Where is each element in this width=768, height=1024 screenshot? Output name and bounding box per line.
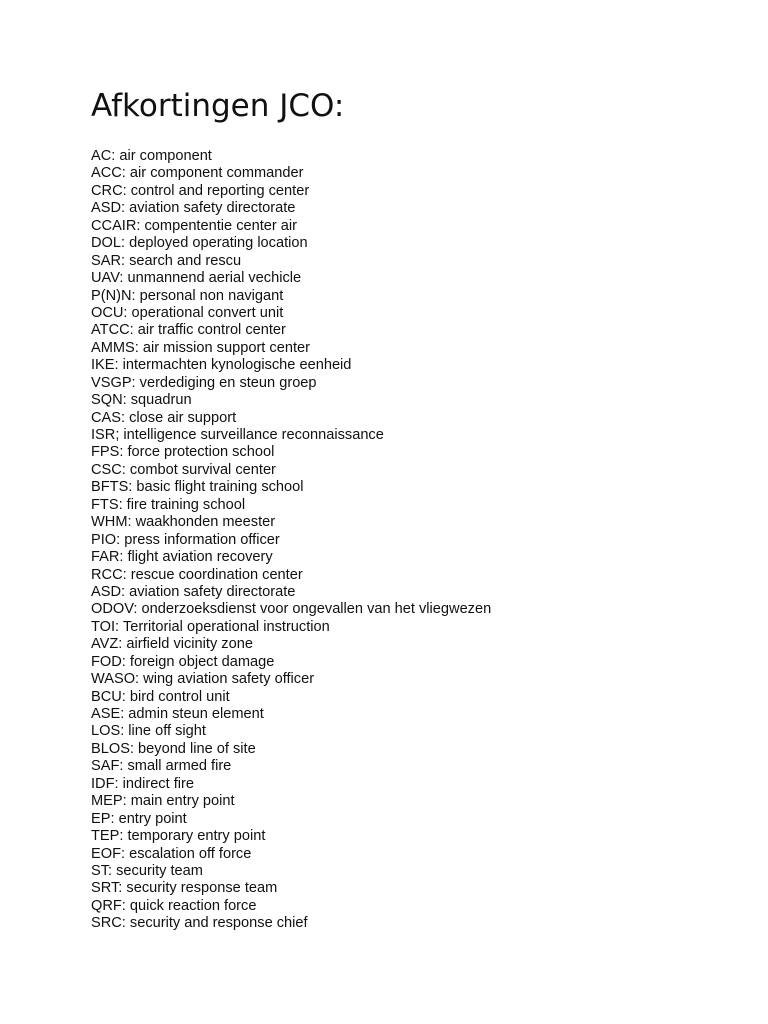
abbreviation-entry: DOL: deployed operating location (91, 235, 308, 252)
abbreviation-entry: FTS: fire training school (91, 496, 246, 513)
abbreviation-entry: RCC: rescue coordination center (91, 566, 303, 583)
abbreviation-entry: ODOV: onderzoeksdienst voor ongevallen van het vliegwezen (91, 601, 492, 618)
abbreviation-entry: PIO: press information officer (91, 531, 280, 548)
abbreviation-entry: AC: air component (91, 148, 212, 164)
abbreviation-entry: UAV: unmannend aerial vechicle (91, 270, 302, 287)
document-title: Afkortingen JCO: (91, 88, 345, 124)
abbreviation-entry: FPS: force protection school (91, 444, 275, 461)
abbreviation-entry: IKE: intermachten kynologische eenheid (91, 357, 352, 374)
abbreviation-entry: AVZ: airfield vicinity zone (91, 636, 253, 653)
abbreviation-entry: CSC: combot survival center (91, 461, 276, 478)
abbreviation-entry: SAR: search and rescu (91, 252, 242, 269)
abbreviation-entry: LOS: line off sight (91, 723, 206, 740)
abbreviation-entry: SQN: squadrun (91, 392, 192, 409)
abbreviation-entry: BCU: bird control unit (91, 688, 230, 705)
abbreviation-entry: EOF: escalation off force (91, 845, 252, 862)
abbreviation-entry: FAR: flight aviation recovery (91, 549, 273, 566)
abbreviation-entry: SRT: security response team (91, 880, 278, 897)
abbreviation-entry: TOI: Territorial operational instruction (91, 618, 330, 635)
abbreviation-entry: EP: entry point (91, 810, 187, 827)
abbreviation-entry: TEP: temporary entry point (91, 828, 266, 845)
abbreviation-entry: FOD: foreign object damage (91, 653, 275, 670)
abbreviation-entry: BLOS: beyond line of site (91, 740, 256, 757)
abbreviation-entry: MEP: main entry point (91, 793, 235, 810)
abbreviation-entry: ASD: aviation safety directorate (91, 583, 296, 600)
abbreviation-entry: AMMS: air mission support center (91, 339, 310, 356)
abbreviation-entry: IDF: indirect fire (91, 775, 194, 792)
abbreviation-entry: WHM: waakhonden meester (91, 514, 276, 531)
abbreviation-entry: OCU: operational convert unit (91, 304, 284, 321)
abbreviation-entry: ASE: admin steun element (91, 706, 264, 722)
abbreviation-list (91, 148, 491, 933)
abbreviation-entry: ST: security team (91, 862, 203, 879)
abbreviation-entry: ISR; intelligence surveillance reconnaissance (91, 427, 384, 443)
abbreviation-entry: CRC: control and reporting center (91, 182, 310, 199)
abbreviation-entry: BFTS: basic flight training school (91, 479, 304, 496)
abbreviation-entry: ACC: air component commander (91, 165, 304, 182)
abbreviation-entry: ATCC: air traffic control center (91, 322, 286, 339)
abbreviation-entry: SRC: security and response chief (91, 915, 308, 932)
abbreviation-entry: CAS: close air support (91, 409, 237, 426)
abbreviation-entry: P(N)N: personal non navigant (91, 287, 284, 304)
abbreviation-entry: QRF: quick reaction force (91, 897, 257, 914)
abbreviation-entry: SAF: small armed fire (91, 758, 232, 775)
abbreviation-entry: WASO: wing aviation safety officer (91, 671, 315, 688)
abbreviation-entry: ASD: aviation safety directorate (91, 200, 296, 217)
abbreviation-entry: VSGP: verdediging en steun groep (91, 374, 317, 391)
abbreviation-entry: CCAIR: compententie center air (91, 217, 298, 234)
